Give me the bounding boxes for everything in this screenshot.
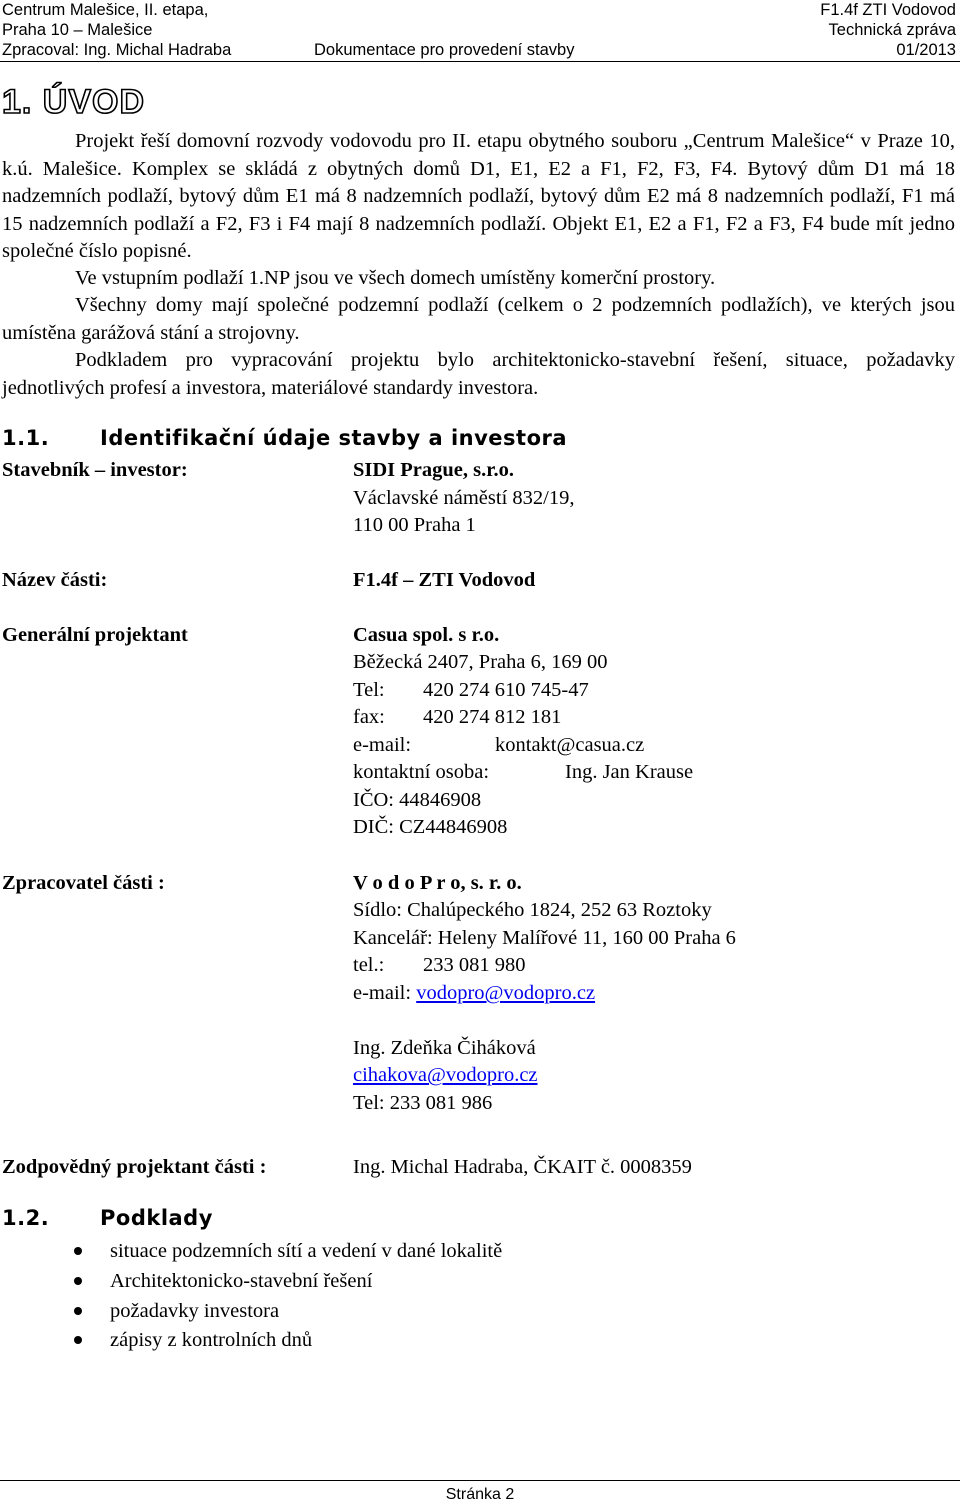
email-label: e-mail:: [353, 734, 412, 756]
general-designer-ico: IČO: 44846908: [353, 789, 482, 811]
header-project: Centrum Malešice, II. etapa,: [2, 1, 209, 19]
intro-paragraph: [2, 128, 955, 266]
header-divider: [0, 61, 960, 62]
investor-address-2: 110 00 Praha 1: [353, 514, 476, 536]
sources-list: [2, 1237, 502, 1356]
bullet-icon: [74, 1307, 82, 1315]
header-row-1: [2, 0, 956, 20]
header-stage: Dokumentace pro provedení stavby: [314, 41, 575, 59]
basis-paragraph-text: Podkladem pro vypracování projektu bylo architektonicko-stavební řešení, situace, požadavky jednotlivých profesí a investora, materiálové standardy investora.: [2, 349, 955, 399]
processor-name: V o d o P r o, s. r. o.: [353, 872, 522, 894]
section-heading-text: Podklady: [100, 1206, 213, 1230]
email-value: kontakt@casua.cz: [495, 734, 645, 756]
basis-paragraph: [2, 347, 955, 402]
underground-paragraph-text: Všechny domy mají společné podzemní podlaží (celkem o 2 podzemních podlažích), ve kterých jsou umístěna garážová stání a strojovny.: [2, 294, 955, 344]
bullet-icon: [74, 1277, 82, 1285]
fax-value: 420 274 812 181: [423, 706, 562, 728]
page-number: Stránka 2: [445, 1486, 515, 1503]
section-title-podklady: [2, 1205, 213, 1231]
responsible-designer-value: Ing. Michal Hadraba, ČKAIT č. 0008359: [353, 1156, 692, 1178]
header-date: 01/2013: [896, 41, 956, 59]
general-designer-contact: [353, 759, 693, 787]
list-item-text: zápisy z kontrolních dnů: [110, 1329, 313, 1352]
processor-office: Kancelář: Heleny Malířové 11, 160 00 Praha 6: [353, 927, 736, 949]
general-designer-label: Generální projektant: [2, 624, 188, 646]
processor-person-tel: Tel: 233 081 986: [353, 1092, 493, 1114]
footer-divider: [0, 1480, 960, 1481]
investor-name: SIDI Prague, s.r.o.: [353, 459, 514, 481]
tel-label: Tel:: [353, 679, 385, 701]
general-designer-address: Běžecká 2407, Praha 6, 169 00: [353, 651, 608, 673]
bullet-icon: [74, 1247, 82, 1255]
list-item-text: Architektonicko-stavební řešení: [110, 1269, 373, 1292]
list-item-text: situace podzemních sítí a vedení v dané lokalitě: [110, 1240, 503, 1262]
list-item-text: požadavky investora: [110, 1299, 280, 1322]
contact-label: kontaktní osoba:: [353, 761, 490, 783]
intro-paragraph-text: Projekt řeší domovní rozvody vodovodu pro II. etapu obytného souboru „Centrum Malešice“ v Praze 10, k.ú. Malešice. Komplex se skládá z obytných domů D1, E1, E2 a F1, F2, F3, F4. Bytový dům D1 má 18 nadzemních podlaží, bytový dům E1 má 8 nadzemních podlaží, bytový dům E2 má 8 nadzemních podlaží, F1 má 15 nadzemních podlaží a F2, F3 i F4 mají 8 nadzemních podlaží. Objekt E1, E2 a F1, F2 a F3, F4 bude mít jedno společné číslo popisné.: [2, 130, 955, 262]
general-designer-fax: [353, 704, 561, 732]
investor-address-1: Václavské náměstí 832/19,: [353, 487, 575, 509]
part-name-label: Název části:: [2, 569, 108, 591]
header-document-type: Technická zpráva: [828, 21, 956, 39]
processor-email: [353, 980, 595, 1008]
processor-seat: Sídlo: Chalúpeckého 1824, 252 63 Roztoky: [353, 899, 712, 921]
processor-label: Zpracovatel části :: [2, 872, 165, 894]
underground-paragraph: [2, 292, 955, 347]
list-item: [2, 1237, 502, 1267]
section-title-identification: [2, 425, 567, 451]
tel-value: 420 274 610 745-47: [423, 679, 589, 701]
list-item: [2, 1326, 502, 1356]
person-email-link[interactable]: cihakova@vodopro.cz: [353, 1064, 538, 1086]
list-item: [2, 1267, 502, 1297]
processor-tel: [353, 952, 526, 980]
processor-person-email: [353, 1062, 538, 1090]
email-label: e-mail:: [353, 982, 412, 1004]
header-location: Praha 10 – Malešice: [2, 21, 153, 39]
general-designer-dic: DIČ: CZ44846908: [353, 816, 508, 838]
header-row-2: [2, 20, 956, 40]
general-designer-name: Casua spol. s r.o.: [353, 624, 500, 646]
processor-email-link[interactable]: vodopro@vodopro.cz: [416, 982, 596, 1004]
section-number: 1.2.: [2, 1206, 50, 1230]
bullet-icon: [74, 1336, 82, 1344]
section-title-uvod: 1. ÚVOD: [2, 83, 146, 121]
tel-value: 233 081 980: [423, 954, 526, 976]
responsible-designer-label: Zodpovědný projektant části :: [2, 1156, 267, 1178]
general-designer-email: [353, 732, 644, 760]
commercial-paragraph-text: Ve vstupním podlaží 1.NP jsou ve všech domech umístěny komerční prostory.: [75, 267, 716, 289]
general-designer-tel: [353, 677, 589, 705]
page-header: [0, 0, 960, 62]
header-author: Zpracoval: Ing. Michal Hadraba: [2, 41, 232, 59]
section-heading-text: Identifikační údaje stavby a investora: [100, 426, 568, 450]
processor-person: Ing. Zdeňka Čiháková: [353, 1037, 536, 1059]
contact-value: Ing. Jan Krause: [565, 761, 694, 783]
header-row-3: [2, 40, 956, 60]
part-name-value: F1.4f – ZTI Vodovod: [353, 569, 536, 591]
tel-label: tel.:: [353, 954, 385, 976]
header-document-code: F1.4f ZTI Vodovod: [820, 1, 956, 19]
investor-label: Stavebník – investor:: [2, 459, 188, 481]
fax-label: fax:: [353, 706, 385, 728]
list-item: [2, 1297, 502, 1327]
section-number: 1.1.: [2, 426, 50, 450]
commercial-paragraph: [2, 265, 955, 293]
